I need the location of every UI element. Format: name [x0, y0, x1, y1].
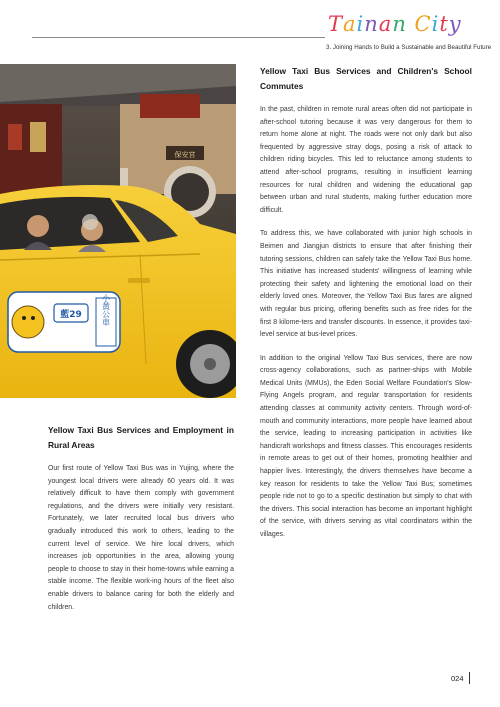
svg-text:保安宮: 保安宮 — [174, 151, 196, 159]
logo-letter: y — [448, 12, 462, 36]
tainan-city-logo — [328, 12, 478, 40]
logo-letter: a — [378, 12, 393, 36]
logo-letter: n — [364, 12, 379, 36]
right-paragraph: In addition to the original Yellow Taxi Bus services, there are now cross-agency collaborations, such as partner-ships with Mobile Medical Units (MMUs), the Eden Social Welfare Foundation's Slow-Flying Angels program, and regular transportation for residents attending classes at community activity centers. Through word-of-mouth and community interactions, more people have learned about the service, leading to increasing participation in activities like handicraft workshops and fitness classes. This encourages residents in remote areas to get out of their homes, promoting healthier and happier lives. Interestingly, the drivers themselves have become a key reason for residents to take the Yellow Taxi Bus; sometimes people ride not to go to a specific destination but simply to chat with the drivers. This social interaction has become an important highlight of the service, with drivers serving as vital coordinators within the villages. — [260, 354, 472, 538]
right-column-heading: Yellow Taxi Bus Services and Children's School Commutes — [260, 66, 472, 91]
header-rule — [32, 37, 325, 38]
logo-letter: i — [356, 12, 365, 36]
logo-letter: a — [343, 12, 357, 36]
left-column-heading: Yellow Taxi Bus Services and Employment in Rural Areas — [48, 425, 234, 450]
yellow-taxi-photo — [0, 64, 236, 398]
yellow-bus-sign: 小黃公車 — [101, 294, 111, 326]
logo-letter: n — [392, 12, 407, 36]
page-number: 024 — [451, 674, 464, 683]
bus-plate-label: 藍29 — [60, 310, 82, 320]
right-paragraph: In the past, children in remote rural areas often did not participate in after-school tutoring because it was very dangerous for them to return home alone at night. The roads were not only dark but also frequented by aggressive stray dogs, posing a risk of attack to children riding bicycles. This led to reluctance among students to attend after-school programs, resulting in insufficient learning resources for rural children and widening the educational gap between urban and rural students, making further education more difficult. — [260, 106, 472, 214]
logo-letter — [407, 12, 415, 36]
chapter-title: 3. Joining Hands to Build a Sustainable and Beautiful Future — [326, 44, 492, 51]
logo-letter: T — [328, 12, 344, 36]
left-paragraph: Our first route of Yellow Taxi Bus was in Yujing, where the youngest local drivers were already 60 years old. It was relatively difficult to have them comply with government regulations, and the drivers were initially very resistant. Fortunately, we later recruited local bus drivers who gradually introduced this work to others, leading to the current level of service. We hire local drivers, which increases job opportunities in the area, allowing young people to choose to stay in their home-towns while earning a stable income. The flexible work-ing hours of the fleet also enable drivers to balance caring for both the elderly and children. — [48, 465, 234, 611]
left-column — [48, 423, 234, 625]
right-column — [260, 64, 472, 553]
page-number-divider — [469, 672, 470, 684]
right-paragraph: To address this, we have collaborated with junior high schools in Beimen and Jiangjun districts to ensure that after finishing their tutoring sessions, children can safely take the Yellow Taxi Bus home. This initiative has increased students' willingness of learning while protecting their safety and lightening the emotional load on their elderly loved ones. Moreover, the Yellow Taxi Bus fares are aligned with regular bus pricing, offering benefits such as free rides for the first 8 kilome-ters and transfer discounts. In essence, it provides taxi-level service at bus-level prices. — [260, 230, 472, 339]
logo-letter: t — [439, 12, 449, 36]
logo-letter: i — [431, 12, 440, 36]
logo-letter: C — [414, 12, 432, 36]
